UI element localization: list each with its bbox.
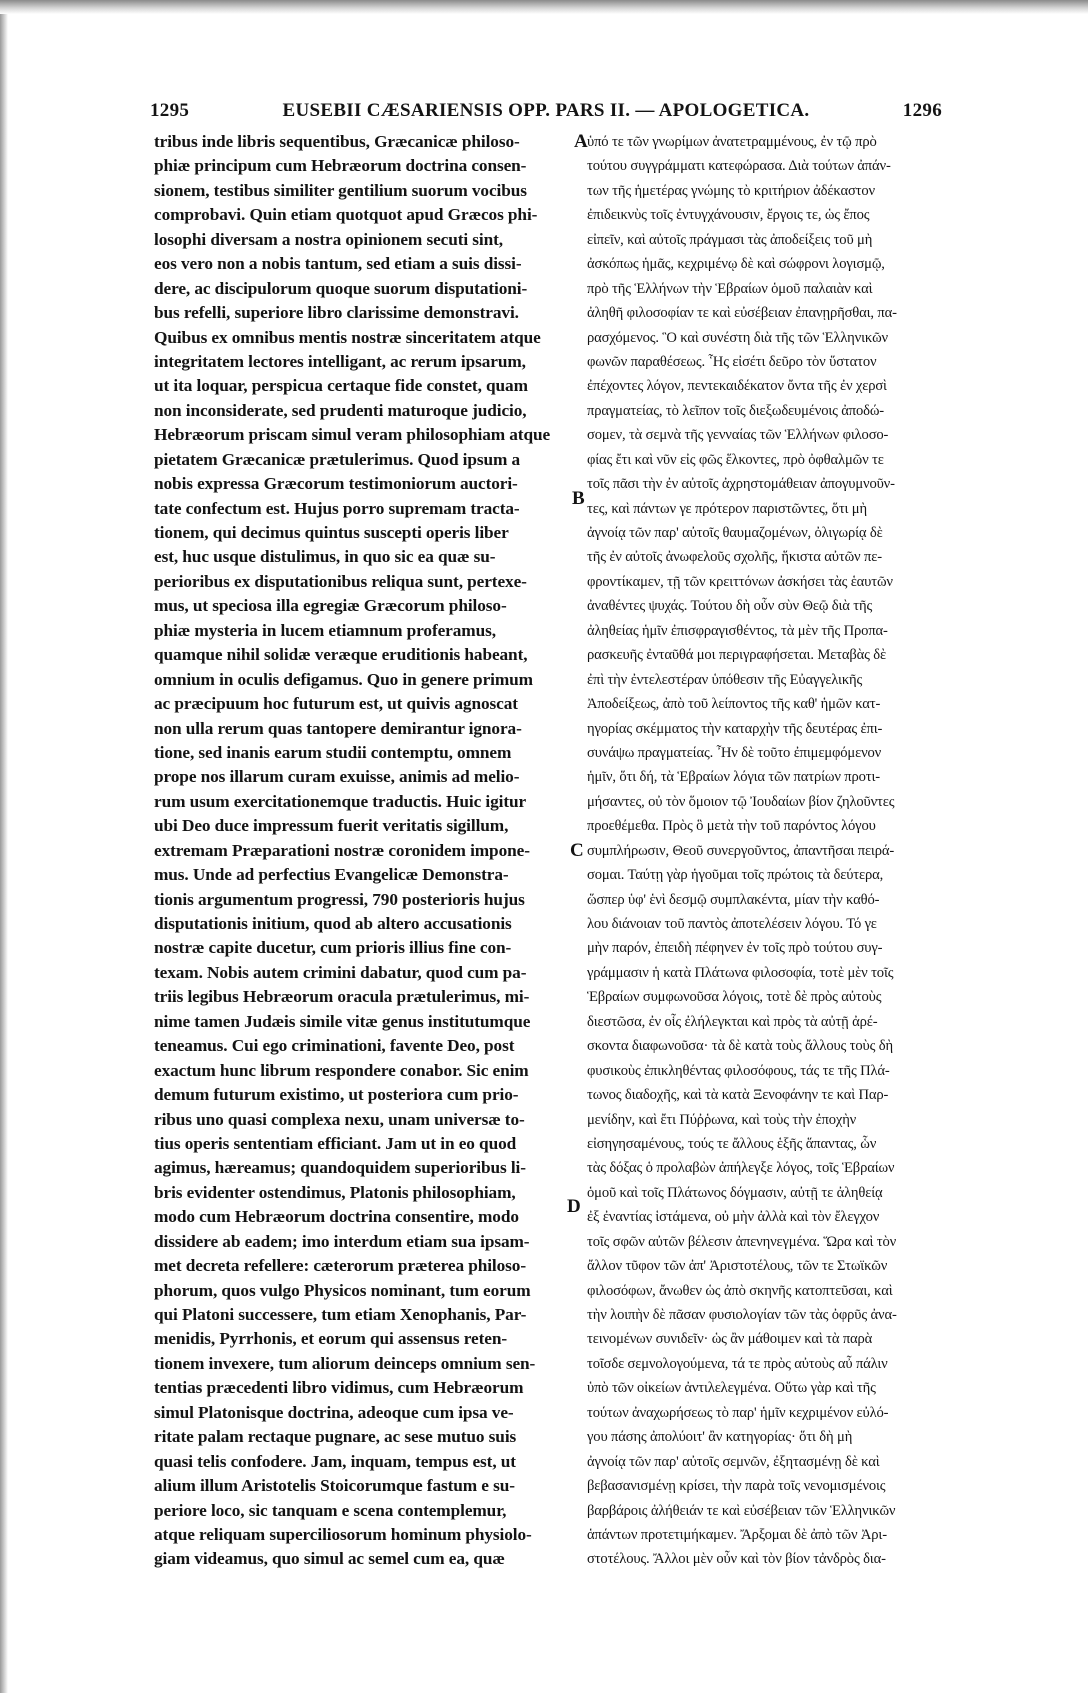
greek-column [587, 130, 944, 1572]
greek-text-line: ἁπάντων προτετιμήκαμεν. Ἄρξομαι δὲ ἀπὸ τῶν Ἀρι- [587, 1526, 887, 1543]
latin-text-line: ritate palam rectaque pugnare, ac sese mutuo suis [154, 1427, 517, 1447]
latin-text-line: tribus inde libris sequentibus, Græcanicæ philoso- [154, 132, 520, 151]
latin-text-line: exactum hunc librum respondere conabor. Sic enim [154, 1060, 529, 1080]
running-header [150, 100, 942, 124]
latin-text-line: non inconsiderate, sed prudenti maturoque judicio, [154, 400, 527, 420]
greek-text-line: ὑπὸ τῶν οἰκείων ἀντιλελεγμένα. Οὕτω γὰρ καὶ τῆς [587, 1380, 876, 1397]
latin-text-line: phiæ principum cum Hebræorum doctrina consen- [154, 156, 527, 176]
greek-text-line: τῆς ἐν αὐτοῖς ἀνωφελοῦς σχολῆς, ἥκιστα αὐτῶν πε- [587, 549, 882, 566]
greek-text-line: γου πάσης ἀπολύοιτ' ἂν κατηγορίας· ὅτι δὴ μὴ [587, 1429, 853, 1446]
greek-text-line: μὴν παρόν, ἐπειδὴ πέφηνεν ἐν τοῖς πρὸ τούτου συγ- [587, 940, 883, 957]
margin-marker-a: A [574, 131, 588, 152]
greek-text-line: ἄλλον τῦφον τῶν ἀπ' Ἀριστοτέλους, τῶν τε Στωϊκῶν [587, 1258, 888, 1275]
latin-text-line: ac præcipuum hoc futurum est, ut quivis agnoscat [154, 694, 518, 714]
greek-text-line: Ἀποδείξεως, ἀπὸ τοῦ λείποντος τῆς καθ' ἡμῶν κατ- [587, 696, 881, 713]
latin-text-line: perioribus ex disputationibus reliqua sunt, pertexe- [154, 571, 527, 591]
latin-text-line: periore loco, sic tanquam e scena contemplemur, [154, 1500, 507, 1520]
running-title: EUSEBII CÆSARIENSIS OPP. PARS II. — APOLOGETICA. [282, 100, 810, 121]
latin-text-line: bus refelli, superiore libro clarissime demonstravi. [154, 303, 519, 323]
greek-text-line: φροντίκαμεν, τῇ τῶν κρειττόνων ἀσκήσει τὰς ἑαυτῶν [587, 573, 893, 590]
greek-text-line: προεθέμεθα. Πρὸς ὃ μετὰ τὴν τοῦ παρόντος λόγου [587, 818, 876, 835]
greek-text-line: ἀληθείας ἡμῖν ἐπισφραγισθέντος, τὰ μὲν τῆς Προπα- [587, 622, 888, 639]
latin-text-line: demum futurum existimo, ut posteriora cum prio- [154, 1085, 519, 1105]
greek-text-line: εἰπεῖν, καὶ αὐτοῖς πράγμασι τὰς ἀποδείξεις τοῦ μὴ [587, 231, 873, 248]
latin-text-line: alium illum Aristotelis Stoicorumque fastum e su- [154, 1476, 515, 1496]
greek-text-line: ρασχόμενος. Ὃ καὶ συνέστη διὰ τῆς τῶν Ἑλληνικῶν [587, 329, 888, 346]
latin-text-line: phiæ mysteria in lucem etiamnum proferamus, [154, 620, 496, 640]
greek-text-line: λου διάνοιαν τοῦ παντὸς ἀποτελέσειν λόγου. Τό γε [587, 916, 877, 932]
greek-text-line: τοῖς πᾶσι τὴν ἐν αὐτοῖς ἀχρηστομάθειαν ἀπογυμνοῦν- [587, 476, 895, 493]
latin-text-line: tentias præcedenti libro vidimus, cum Hebræorum [154, 1378, 524, 1398]
greek-text-line: φωνῶν παραθέσεως. Ἧς εἰσέτι δεῦρο τὸν ὕστατον [587, 353, 877, 370]
greek-text-line: φίας ἔτι καὶ νῦν εἰς φῶς ἕλκοντες, πρὸ ὀφθαλμῶν τε [587, 451, 884, 468]
latin-text-line: phorum, quos vulgo Physicos nominant, tum eorum [154, 1280, 531, 1300]
latin-text-line: texam. Nobis autem crimini dabatur, quod cum pa- [154, 962, 527, 982]
greek-text-line: τεινομένων συνιδεῖν· ὡς ἂν μάθοιμεν καὶ τὰ παρὰ [587, 1331, 873, 1348]
greek-text-line: ἀναθέντες ψυχάς. Τούτου δὴ οὖν σὺν Θεῷ διὰ τῆς [587, 598, 873, 615]
greek-text-line: ὑπό τε τῶν γνωρίμων ἀνατετραμμένους, ἐν τῷ πρὸ [587, 134, 877, 150]
latin-text-line: triis legibus Hebræorum oracula prætulerimus, mi- [154, 987, 530, 1007]
latin-text-line: est, huc usque distulimus, in quo sic ea quæ su- [154, 547, 496, 567]
latin-text-line: nime tamen Judæis simile vitæ genus institutumque [154, 1011, 531, 1031]
latin-text-line: integritatem lectores intelligant, ac rerum ipsarum, [154, 351, 526, 371]
latin-text-line: tionem, qui decimus quintus suscepti operis liber [154, 523, 509, 542]
greek-text-line: ἐπιδεικνὺς τοῖς ἐντυγχάνουσιν, ἔργοις τε, ὡς ἔπος [587, 207, 870, 224]
greek-text-line: ἀληθῆ φιλοσοφίαν τε καὶ εὐσέβειαν ἐπανῃρῆσθαι, πα- [587, 305, 897, 322]
greek-text-line: τὰς δόξας ὁ προλαβὼν ἀπήλεγξε λόγος, τοῖς Ἑβραίων [587, 1160, 895, 1177]
greek-text-line: σκοντα διαφωνοῦσα· τὰ δὲ κατὰ τοὺς ἄλλους τοὺς δὴ [587, 1038, 893, 1055]
latin-text-line: eos vero non a nobis tantum, sed etiam a suis dissi- [154, 254, 522, 274]
latin-text-line: losophi diversam a nostra opinionem secuti sint, [154, 229, 504, 249]
latin-text-line: teneamus. Cui ego criminationi, favente Deo, post [154, 1036, 515, 1056]
greek-text-line: βεβασανισμένῃ κρίσει, τὴν παρὰ τοῖς νενομισμένοις [587, 1478, 886, 1495]
greek-text-line: μήσαντες, οὐ τὸν ὅμοιον τῷ Ἰουδαίων βίον ζηλοῦντες [587, 793, 895, 810]
latin-text-line: rum usum exercitationemque traductis. Huic igitur [154, 791, 527, 811]
greek-text-line: Ἑβραίων συμφωνοῦσα λόγοις, τοτὲ δὲ πρὸς αὐτοὺς [587, 989, 882, 1006]
greek-text-line: φιλοσόφων, ἄνωθεν ὡς ἀπὸ σκηνῆς κατοπτεῦσαι, καὶ [587, 1282, 893, 1299]
greek-text-line: πραγματείας, τὸ λεῖπον τοῖς διεξωδευμένοις ἀποδώ- [587, 402, 885, 419]
latin-text-line: ut ita loquar, perspicua certaque fide constet, quam [154, 376, 528, 396]
greek-text-line: συμπλήρωσιν, Θεοῦ συνεργοῦντος, ἀπαντῆσαι πειρά- [587, 842, 895, 859]
latin-text-line: non ulla rerum quas tantopere demirantur ignora- [154, 718, 522, 738]
greek-text-line: ρασκευῆς ἐνταῦθά μοι περιγραφήσεται. Μεταβὰς δὲ [587, 647, 886, 664]
greek-text-line: των τῆς ἡμετέρας γνώμης τὸ κριτήριον ἀδέκαστον [587, 182, 875, 199]
latin-text-line: comprobavi. Quin etiam quotquot apud Græcos phi- [154, 205, 538, 225]
greek-text-line: ἐπέχοντες λόγον, πεντεκαιδέκατον ὄντα τῆς ἐν χερσὶ [587, 378, 887, 395]
latin-text-line: tate confectum est. Hujus porro supremam tracta- [154, 498, 520, 518]
latin-text-line: qui Platoni successere, tum etiam Xenophanis, Par- [154, 1305, 527, 1324]
latin-text-line: mus. Unde ad perfectius Evangelicæ Demonstra- [154, 865, 509, 885]
latin-text-line: giam videamus, quo simul ac semel cum ea, quæ [154, 1549, 505, 1569]
latin-text-line: quamque nihil solidæ veræque eruditionis habeant, [154, 645, 528, 665]
latin-text-line: Quibus ex omnibus mentis nostræ sinceritatem atque [154, 327, 541, 347]
latin-text-line: extremam Præparationi nostræ coronidem impone- [154, 840, 530, 860]
greek-text-line: σομεν, τὰ σεμνὰ τῆς γενναίας τῶν Ἑλλήνων φιλοσο- [587, 427, 889, 444]
latin-text-line: prope nos illarum curam exuisse, animis ad melio- [154, 767, 520, 787]
latin-text-line: tione, sed inanis earum studii contemptu, omnem [154, 742, 512, 762]
latin-text-line: dere, ac discipulorum quoque suorum disputationi- [154, 278, 528, 298]
latin-text-line: tionis argumentum progressi, 790 posterioris hujus [154, 889, 525, 909]
greek-text-line: ἡμῖν, ὅτι δή, τὰ Ἑβραίων λόγια τῶν πατρίων προτι- [587, 769, 880, 786]
greek-text-line: τοῖσδε σεμνολογούμενα, τά τε πρὸς αὐτοὺς αὖ πάλιν [587, 1355, 888, 1372]
latin-text-line: nobis expressa Græcorum testimoniorum auctori- [154, 474, 518, 494]
greek-text-line: τὴν λοιπὴν δὲ πᾶσαν φυσιολογίαν τῶν τὰς ὀφρῦς ἀνα- [587, 1307, 897, 1323]
greek-text-line: γράμμασιν ἡ κατὰ Πλάτωνα φιλοσοφία, τοτὲ μὲν τοῖς [587, 964, 894, 981]
greek-text-line: τούτου συγγράμματι κατεφώρασα. Διὰ τούτων ἀπάν- [587, 158, 891, 175]
latin-text-line: menidis, Pyrrhonis, et eorum qui assensus reten- [154, 1329, 507, 1349]
margin-marker-d: D [567, 1196, 581, 1217]
greek-text-line: σομαι. Ταύτῃ γὰρ ἡγοῦμαι τοῖς πρώτοις τὰ δεύτερα, [587, 867, 884, 884]
greek-text-line: ἀγνοίᾳ τῶν παρ' αὐτοῖς σεμνῶν, ἐξητασμένῃ δὲ καὶ [587, 1453, 880, 1470]
latin-text-line: mus, ut speciosa illa egregiæ Græcorum philoso- [154, 596, 507, 616]
greek-text-line: τες, καὶ πάντων γε πρότερον παριστῶντες, ὅτι μὴ [587, 500, 867, 517]
greek-text-line: ἀσκόπως ἡμᾶς, κεχριμένῳ δὲ καὶ σώφρονι λογισμῷ, [587, 256, 885, 273]
greek-text-line: στοτέλους. Ἄλλοι μὲν οὖν καὶ τὸν βίον τἀνδρὸς δια- [587, 1551, 886, 1568]
latin-text-line: quasi telis confodere. Jam, inquam, tempus est, ut [154, 1451, 516, 1471]
greek-text-line: τοῖς σφῶν αὐτῶν βέλεσιν ἀπενηνεγμένα. Ὥρα καὶ τὸν [587, 1233, 897, 1250]
greek-text-line: πρὸ τῆς Ἑλλήνων τὴν Ἑβραίων ὁμοῦ παλαιὰν καὶ [587, 280, 873, 297]
latin-column [154, 130, 567, 1572]
latin-text-line: ubi Deo duce impressum fuerit veritatis sigillum, [154, 816, 509, 836]
right-page-number: 1296 [902, 100, 942, 121]
greek-text-line: τούτων ἀναχωρήσεως τὸ παρ' ἡμῖν κεχριμένον εὐλό- [587, 1404, 889, 1421]
left-page-number: 1295 [150, 100, 190, 121]
latin-text-line: pietatem Græcanicæ prætulerimus. Quod ipsum a [154, 449, 521, 469]
scan-edge-top [0, 0, 1088, 14]
latin-text-line: atque reliquam superciliosorum hominum physiolo- [154, 1524, 532, 1544]
greek-text-line: ηγορίας σκέμματος τὴν καταρχὴν τῆς δευτέρας ἐπι- [587, 720, 883, 737]
latin-text-line: agimus, hæreamus; quandoquidem superioribus li- [154, 1158, 526, 1178]
greek-text-line: ὥσπερ ὑφ' ἑνὶ δεσμῷ συμπλακέντα, μίαν τὴν καθό- [587, 891, 880, 908]
latin-text-line: modo cum Hebræorum doctrina consentire, modo [154, 1207, 519, 1227]
latin-text-line: sionem, testibus similiter gentilium suorum vocibus [154, 180, 527, 200]
latin-text-line: Hebræorum priscam simul veram philosophiam atque [154, 425, 551, 445]
greek-text-line: μενίδην, καὶ ἔτι Πύῤῥωνα, καὶ τοὺς τὴν ἐποχὴν [587, 1111, 857, 1128]
latin-text-line: ribus uno quasi complexa nexu, unam universæ to- [154, 1109, 525, 1129]
greek-text-line: ἐξ ἐναντίας ἱστάμενα, οὐ μὴν ἀλλὰ καὶ τὸν ἔλεγχον [587, 1209, 880, 1226]
latin-text-line: omnium in oculis defigamus. Quo in genere primum [154, 669, 533, 689]
scan-edge-left [0, 14, 8, 1693]
latin-text-line: bris evidenter ostendimus, Platonis philosophiam, [154, 1182, 516, 1202]
latin-text-line: tius operis sententiam efficiant. Jam ut in eo quod [154, 1133, 517, 1153]
greek-text-line: φυσικοὺς ἐπικληθέντας φιλοσόφους, τάς τε τῆς Πλά- [587, 1062, 890, 1079]
greek-text-line: τωνος διαδοχῆς, καὶ τὰ κατὰ Ξενοφάνην τε καὶ Παρ- [587, 1087, 889, 1104]
latin-text-line: tionem invexere, tum aliorum deinceps omnium sen- [154, 1353, 536, 1373]
greek-text-line: ἐπὶ τὴν ἐντελεστέραν ὑπόθεσιν τῆς Εὐαγγελικῆς [587, 671, 863, 688]
greek-text-line: συνάψω πραγματείας. Ἦν δὲ τοῦτο ἐπιμεμφόμενον [587, 744, 882, 761]
latin-text-line: nostræ capite ducetur, cum prioris illius fine con- [154, 938, 512, 958]
latin-text-line: disputationis initium, quod ab altero accusationis [154, 914, 512, 933]
greek-text-line: ὁμοῦ καὶ τοῖς Πλάτωνος δόγμασιν, αὐτῇ τε ἀληθείᾳ [587, 1184, 883, 1201]
greek-text-line: ἀγνοίᾳ τῶν παρ' αὐτοῖς θαυμαζομένων, ὀλιγωρίᾳ δὲ [587, 525, 883, 541]
margin-marker-c: C [570, 840, 584, 861]
greek-text-line: εἰσηγησαμένους, τούς τε ἄλλους ἑξῆς ἅπαντας, ὧν [587, 1135, 877, 1152]
greek-text-line: βαρβάροις ἀλήθειάν τε καὶ εὐσέβειαν τῶν Ἑλληνικῶν [587, 1502, 896, 1519]
margin-marker-b: B [572, 488, 585, 509]
latin-text-line: met decreta refellere: cæterorum præterea philoso- [154, 1256, 526, 1276]
greek-text-line: διεστῶσα, ἐν οἷς ἐλήλεγκται καὶ πρὸς τὰ αὐτῇ ἀρέ- [587, 1013, 878, 1030]
latin-text-line: simul Platonisque doctrina, adeoque cum ipsa ve- [154, 1402, 514, 1422]
latin-text-line: dissidere ab eadem; imo interdum etiam sua ipsam- [154, 1231, 530, 1251]
